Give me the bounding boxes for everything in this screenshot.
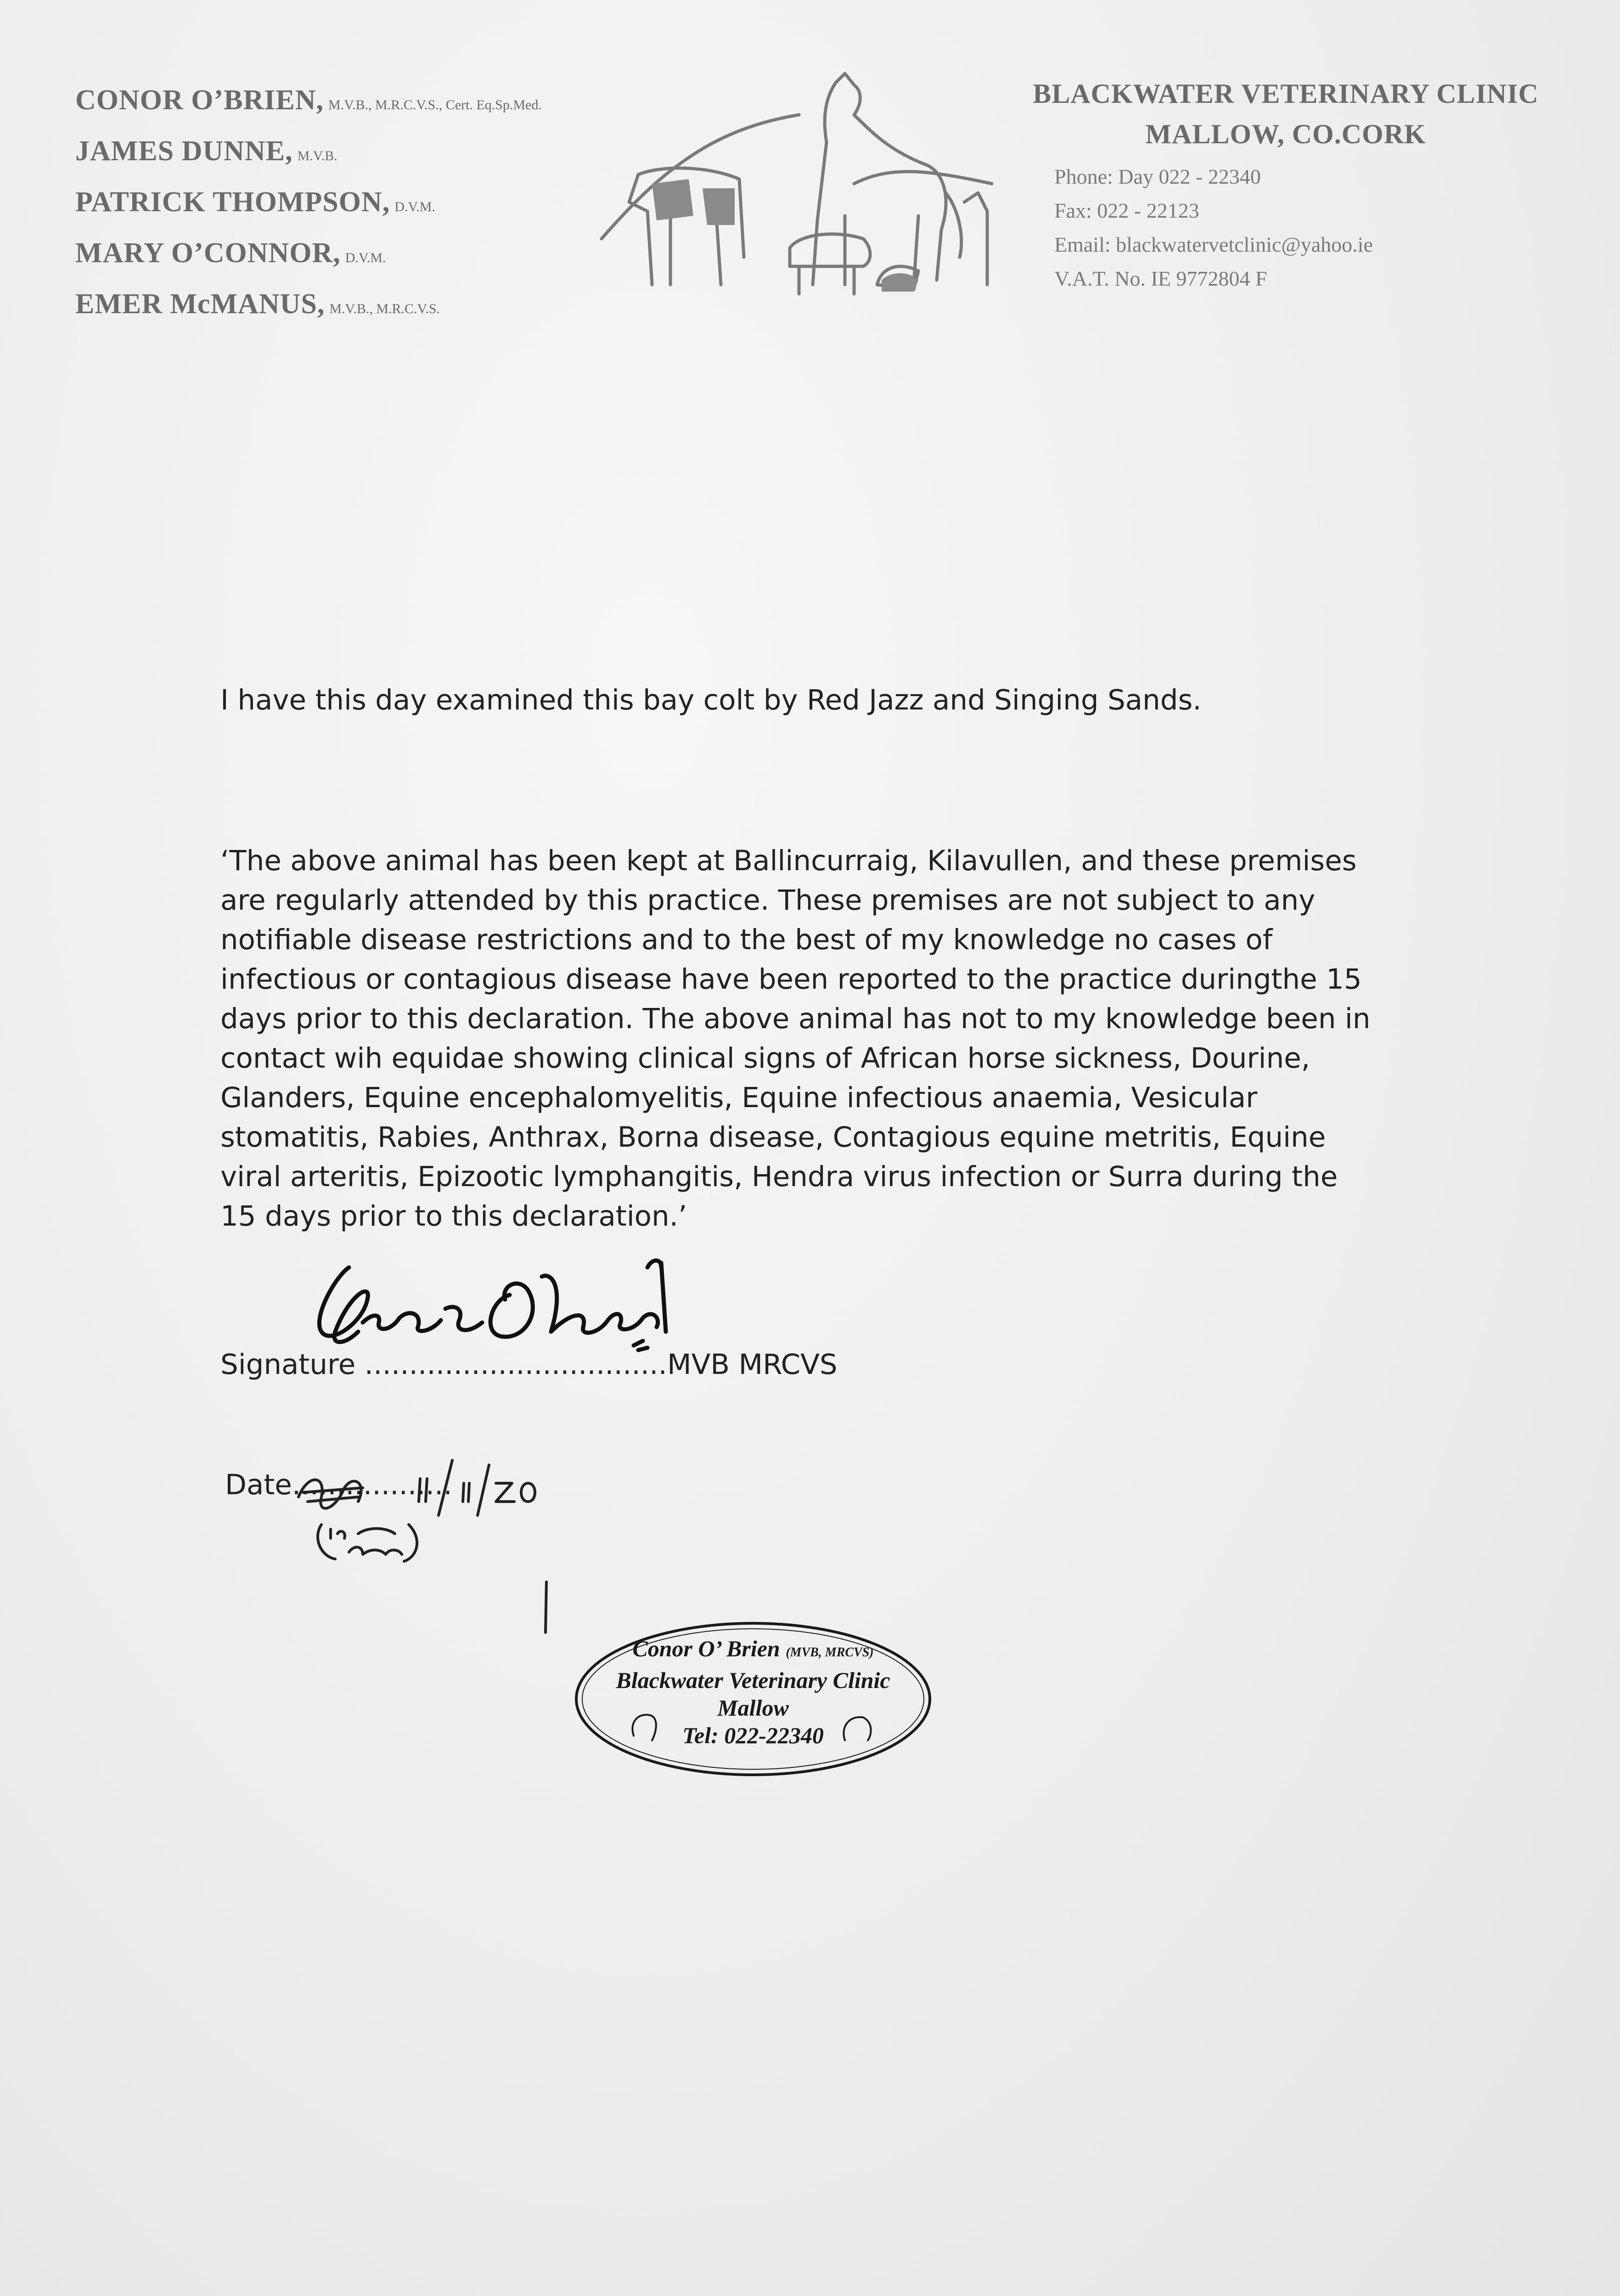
clinic-header <box>1001 73 1570 154</box>
stamp-quals: (MVB, MRCVS) <box>786 1645 874 1660</box>
declaration-line: 15 days prior to this declaration.’ <box>220 1200 687 1232</box>
date-label: Date. <box>225 1469 301 1501</box>
pen-mark <box>542 1580 551 1635</box>
declaration-line: days prior to this declaration. The above animal has not to my knowledge been in <box>220 1002 1371 1035</box>
clinic-phone: Phone: Day 022 - 22340 <box>1054 165 1261 188</box>
stamp-line-phone: Tel: 022-22340 <box>682 1722 824 1748</box>
clinic-location: MALLOW, CO.CORK <box>1145 119 1426 149</box>
clinic-fax: Fax: 022 - 22123 <box>1054 199 1199 222</box>
declaration-line: contact wih equidae showing clinical signs of African horse sickness, Dourine, <box>220 1042 1311 1075</box>
clinic-contact <box>1054 160 1373 296</box>
declaration-line: notifiable disease restrictions and to the best of my knowledge no cases of <box>220 923 1273 956</box>
vet-entry <box>75 77 542 128</box>
declaration-paragraph <box>220 841 1370 1236</box>
vet-name: JAMES DUNNE, <box>75 135 293 167</box>
examination-statement: I have this day examined this bay colt by Red Jazz and Singing Sands. <box>220 684 1202 716</box>
vet-list <box>75 77 542 332</box>
stamp-line-clinic: Blackwater Veterinary Clinic <box>616 1667 890 1693</box>
vet-quals: M.V.B. <box>297 148 338 163</box>
vet-entry <box>75 179 542 230</box>
vet-name: EMER McMANUS, <box>75 288 325 320</box>
vet-entry <box>75 128 542 179</box>
stamp-line-town: Mallow <box>717 1695 789 1721</box>
clinic-vat: V.A.T. No. IE 9772804 F <box>1054 267 1267 290</box>
clinic-name: BLACKWATER VETERINARY CLINIC <box>1033 79 1539 109</box>
animals-logo-icon <box>597 64 1010 321</box>
vet-entry <box>75 281 542 332</box>
declaration-line: infectious or contagious disease have been reported to the practice duringthe 15 <box>220 963 1362 996</box>
signature-label: Signature <box>220 1348 356 1381</box>
handwritten-signature <box>294 1240 707 1359</box>
clinic-email: Email: blackwatervetclinic@yahoo.ie <box>1054 233 1373 256</box>
vet-entry <box>75 230 542 281</box>
vet-quals: M.V.B., M.R.C.V.S. <box>329 301 440 316</box>
handwritten-date <box>294 1446 569 1566</box>
signature-line <box>220 1348 838 1381</box>
declaration-line: ‘The above animal has been kept at Ballincurraig, Kilavullen, and these premises <box>220 844 1357 877</box>
vet-quals: D.V.M. <box>345 250 386 265</box>
vet-name: PATRICK THOMPSON, <box>75 186 390 218</box>
signature-dots: .................................. <box>364 1348 667 1381</box>
declaration-line: are regularly attended by this practice. These premises are not subject to any <box>220 884 1316 917</box>
declaration-line: Glanders, Equine encephalomyelitis, Equine infectious anaemia, Vesicular <box>220 1081 1258 1114</box>
declaration-line: stomatitis, Rabies, Anthrax, Borna disease, Contagious equine metritis, Equine <box>220 1121 1326 1154</box>
stamp-text <box>574 1635 932 1749</box>
declaration-line: viral arteritis, Epizootic lymphangitis, Hendra virus infection or Surra during the <box>220 1160 1338 1193</box>
stamp-line-name <box>574 1635 932 1666</box>
stamp-vet-name: Conor O’ Brien <box>632 1636 780 1661</box>
vet-quals: D.V.M. <box>394 199 435 214</box>
vet-quals: M.V.B., M.R.C.V.S., Cert. Eq.Sp.Med. <box>328 97 542 113</box>
vet-name: MARY O’CONNOR, <box>75 237 341 269</box>
vet-name: CONOR O’BRIEN, <box>75 84 324 116</box>
signature-qualifications: MVB MRCVS <box>667 1348 838 1381</box>
date-dots: ................. <box>301 1469 452 1501</box>
